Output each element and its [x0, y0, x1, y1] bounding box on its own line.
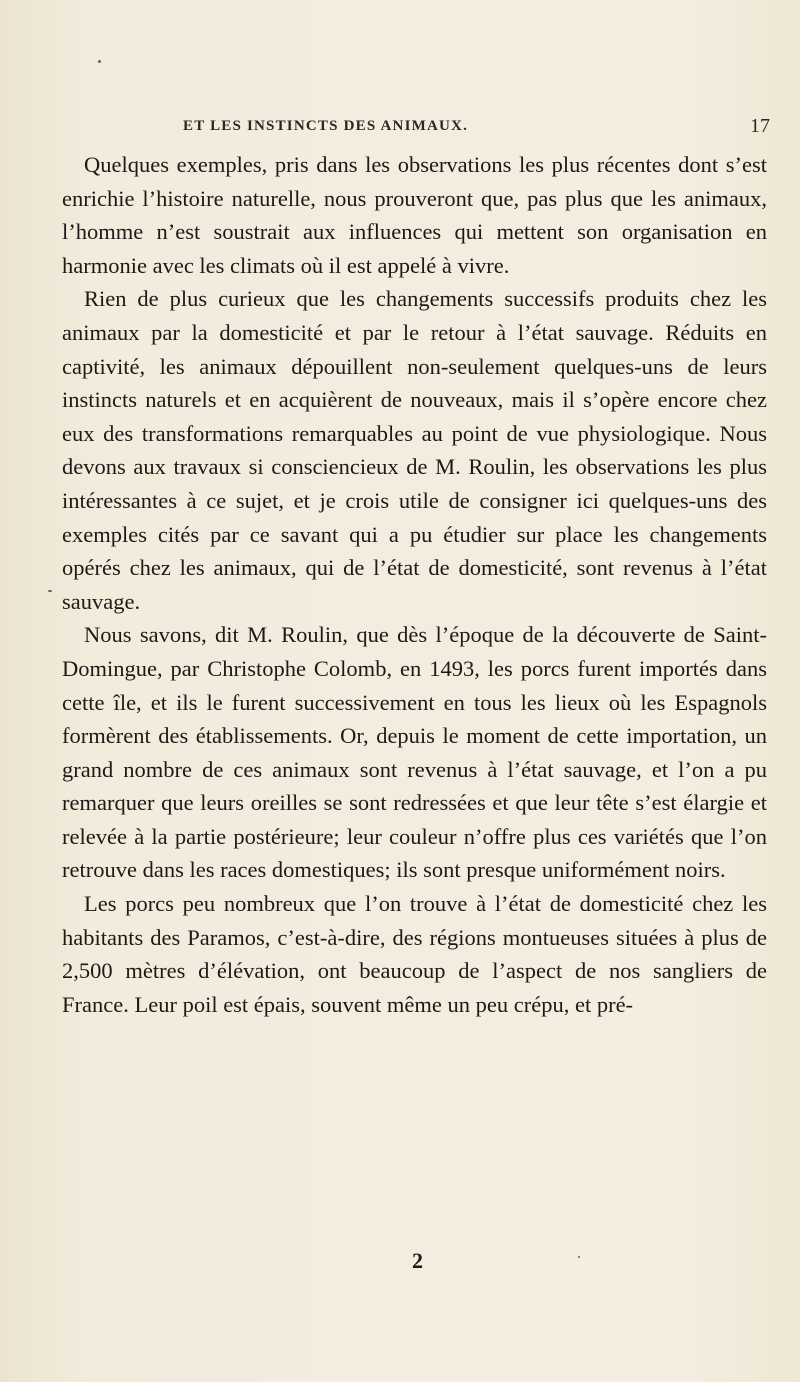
paper-speck: [48, 590, 52, 592]
running-title: ET LES INSTINCTS DES ANIMAUX.: [183, 118, 469, 134]
paper-speck: [98, 60, 101, 63]
paragraph-4: Les porcs peu nombreux que l’on trouve à l’état de domesticité chez les habitants des Paramos, c’est-à-dire, des régions montueuses situées à plus de 2,500 mètres d’élévation, ont beaucoup de l’aspect de nos sangliers de France. Leur poil est épais, souvent même un peu crépu, et pré-: [62, 891, 767, 1017]
body-text: [62, 148, 767, 1021]
paragraph-2: Rien de plus curieux que les changements successifs produits chez les animaux par la domesticité et par le retour à l’état sauvage. Réduits en captivité, les animaux dépouillent non-seulement quelques-uns de leurs instincts naturels et en acquièrent de nouveaux, mais il s’opère encore chez eux des transformations remarquables au point de vue physiologique. Nous devons aux travaux si consciencieux de M. Roulin, les observations les plus intéressantes à ce sujet, et je crois utile de consigner ici quelques-uns des exemples cités par ce savant qui a pu étudier sur place les changements opérés chez les animaux, qui de l’état de domesticité, sont revenus à l’état sauvage.: [62, 286, 767, 614]
paragraph-1: Quelques exemples, pris dans les observations les plus récentes dont s’est enrichie l’histoire naturelle, nous prouveront que, pas plus que les animaux, l’homme n’est soustrait aux influences qui mettent son organisation en harmonie avec les climats où il est appelé à vivre.: [62, 152, 767, 278]
running-head: [0, 115, 800, 142]
page-number: 17: [750, 115, 770, 137]
paragraph-3: Nous savons, dit M. Roulin, que dès l’époque de la découverte de Saint-Domingue, par Christophe Colomb, en 1493, les porcs furent importés dans cette île, et ils le furent successivement en tous les lieux où les Espagnols formèrent des établissements. Or, depuis le moment de cette importation, un grand nombre de ces animaux sont revenus à l’état sauvage, et l’on a pu remarquer que leurs oreilles se sont redressées et que leur tête s’est élargie et relevée à la partie postérieure; leur couleur n’offre plus ces variétés que l’on retrouve dans les races domestiques; ils sont presque uniformément noirs.: [62, 622, 767, 883]
signature-mark: 2: [412, 1248, 423, 1273]
paper-speck: [578, 1256, 580, 1258]
